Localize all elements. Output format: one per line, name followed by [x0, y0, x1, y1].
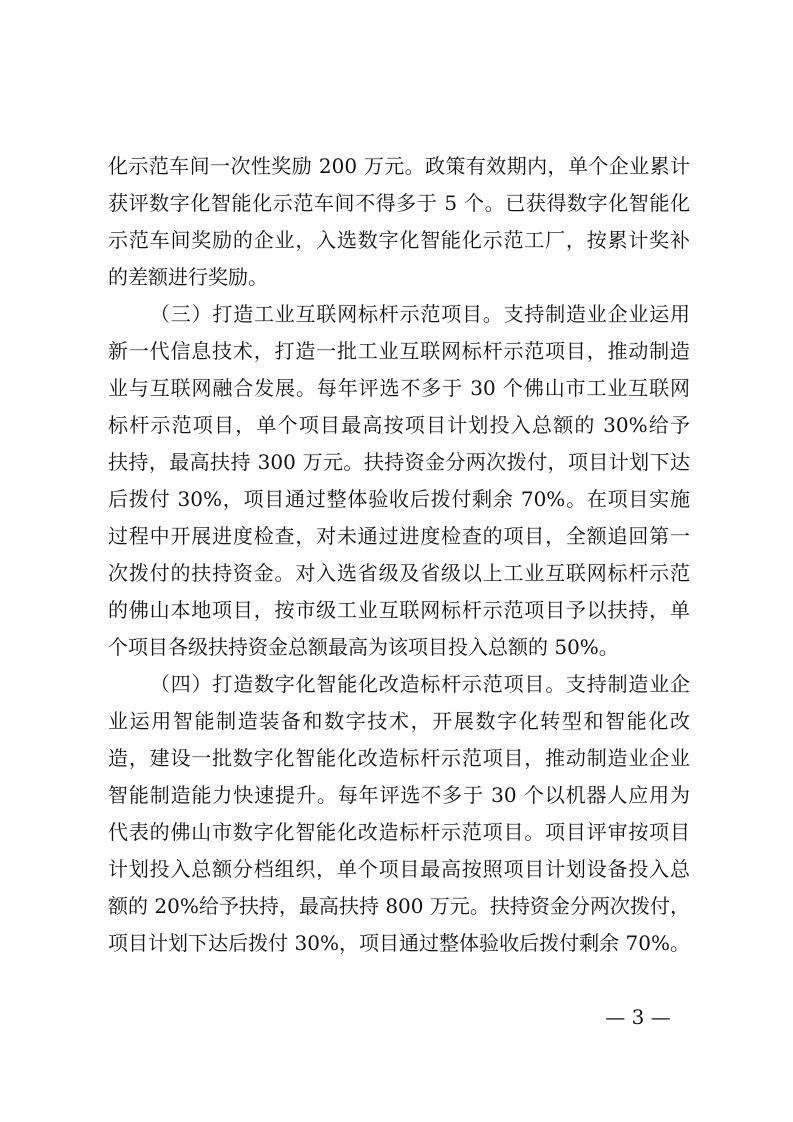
text-line: 次拨付的扶持资金。对入选省级及省级以上工业互联网标杆示范 — [108, 561, 690, 585]
text-line: 新一代信息技术，打造一批工业互联网标杆示范项目，推动制造 — [108, 339, 690, 363]
section-heading-line: （三）打造工业互联网标杆示范项目。支持制造业企业运用 — [150, 302, 690, 326]
text-line: 的差额进行奖励。 — [108, 265, 268, 289]
text-line: 智能制造能力快速提升。每年评选不多于 30 个以机器人应用为 — [108, 783, 690, 807]
text-line: 获评数字化智能化示范车间不得多于 5 个。已获得数字化智能化 — [108, 191, 690, 215]
text-line: 示范车间奖励的企业，入选数字化智能化示范工厂，按累计奖补 — [108, 228, 690, 252]
text-line: 个项目各级扶持资金总额最高为该项目投入总额的 50%。 — [108, 635, 619, 659]
body-text — [108, 148, 690, 962]
text-line: 业运用智能制造装备和数字技术，开展数字化转型和智能化改 — [108, 709, 690, 733]
text-line: 化示范车间一次性奖励 200 万元。政策有效期内，单个企业累计 — [108, 154, 690, 178]
text-line: 后拨付 30%，项目通过整体验收后拨付剩余 70%。在项目实施 — [108, 487, 690, 511]
text-line: 计划投入总额分档组织，单个项目最高按照项目计划设备投入总 — [108, 857, 690, 881]
text-line: 代表的佛山市数字化智能化改造标杆示范项目。项目评审按项目 — [108, 820, 690, 844]
text-line: 项目计划下达后拨付 30%，项目通过整体验收后拨付剩余 70%。 — [108, 931, 690, 955]
text-line: 标杆示范项目，单个项目最高按项目计划投入总额的 30%给予 — [108, 413, 690, 437]
page-number: — 3 — — [605, 1005, 671, 1029]
section-heading-line: （四）打造数字化智能化改造标杆示范项目。支持制造业企 — [150, 672, 690, 696]
text-line: 额的 20%给予扶持，最高扶持 800 万元。扶持资金分两次拨付， — [108, 894, 690, 918]
text-line: 过程中开展进度检查，对未通过进度检查的项目，全额追回第一 — [108, 524, 690, 548]
text-line: 造，建设一批数字化智能化改造标杆示范项目，推动制造业企业 — [108, 746, 690, 770]
text-line: 扶持，最高扶持 300 万元。扶持资金分两次拨付，项目计划下达 — [108, 450, 690, 474]
text-line: 业与互联网融合发展。每年评选不多于 30 个佛山市工业互联网 — [108, 376, 690, 400]
text-line: 的佛山本地项目，按市级工业互联网标杆示范项目予以扶持，单 — [108, 598, 690, 622]
